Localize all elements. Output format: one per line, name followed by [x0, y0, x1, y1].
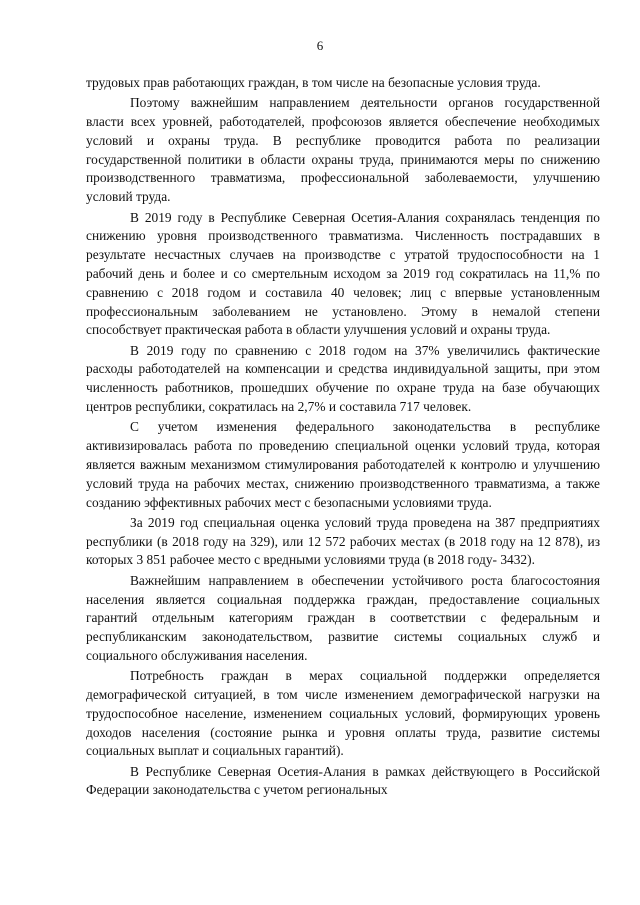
- paragraph: В 2019 году в Республике Северная Осетия-Алания сохранялась тенденция по снижению уровня производственного травматизма. Численность пострадавших в результате несчастных случаев на производстве с утратой трудоспособности на 1 рабочий день и более и со смертельным исходом за 2019 год сократилась на 11,% по сравнению с 2018 годом и составила 40 человек; лиц с впервые установленным профессиональным заболеванием не установлено. Этому в немалой степени способствует практическая работа в области улучшения условий и охраны труда.: [86, 209, 600, 338]
- paragraph: За 2019 год специальная оценка условий труда проведена на 387 предприятиях республики (в 2018 году на 329), или 12 572 рабочих местах (в 2018 году на 12 878), из которых 3 851 рабочее место с вредными условиями труда (в 2018 году- 3432).: [86, 514, 600, 568]
- page-number: 6: [316, 38, 324, 53]
- paragraph: В 2019 году по сравнению с 2018 годом на 37% увеличились фактические расходы работодателей на компенсации и средства индивидуальной защиты, при этом численность работников, прошедших обучение по охране труда на базе обучающих центров республики, сократилась на 2,7% и составила 717 человек.: [86, 342, 600, 415]
- paragraph: Потребность граждан в мерах социальной поддержки определяется демографической ситуацией, в том числе изменением демографической нагрузки на трудоспособное население, изменением социальных условий, формирующих уровень доходов населения (состояние рынка и уровня оплаты труда, развитие системы социальных выплат и социальных гарантий).: [86, 668, 600, 759]
- paragraph: Важнейшим направлением в обеспечении устойчивого роста благосостояния населения является социальная поддержка граждан, предоставление социальных гарантий отдельным категориям граждан в соответствии с федеральным и республиканским законодательством, развитие системы социальных служб и социального обслуживания населения.: [86, 572, 600, 663]
- paragraph: С учетом изменения федерального законодательства в республике активизировалась работа по проведению специальной оценки условий труда, которая является важным механизмом стимулирования работодателей к контролю и улучшению условий труда на рабочих местах, снижению производственного травматизма, а также созданию эффективных рабочих мест с безопасными условиями труда.: [86, 419, 600, 510]
- document-body: [86, 74, 600, 800]
- paragraph: Поэтому важнейшим направлением деятельности органов государственной власти всех уровней, работодателей, профсоюзов является обеспечение необходимых условий и охраны труда. В республике проводится работа по реализации государственной политики в области охраны труда, принимаются меры по снижению производственного травматизма, профессиональной заболеваемости, улучшению условий труда.: [86, 95, 600, 205]
- paragraph: В Республике Северная Осетия-Алания в рамках действующего в Российской Федерации законодательства с учетом региональных: [86, 763, 600, 798]
- paragraph: трудовых прав работающих граждан, в том числе на безопасные условия труда.: [86, 75, 541, 90]
